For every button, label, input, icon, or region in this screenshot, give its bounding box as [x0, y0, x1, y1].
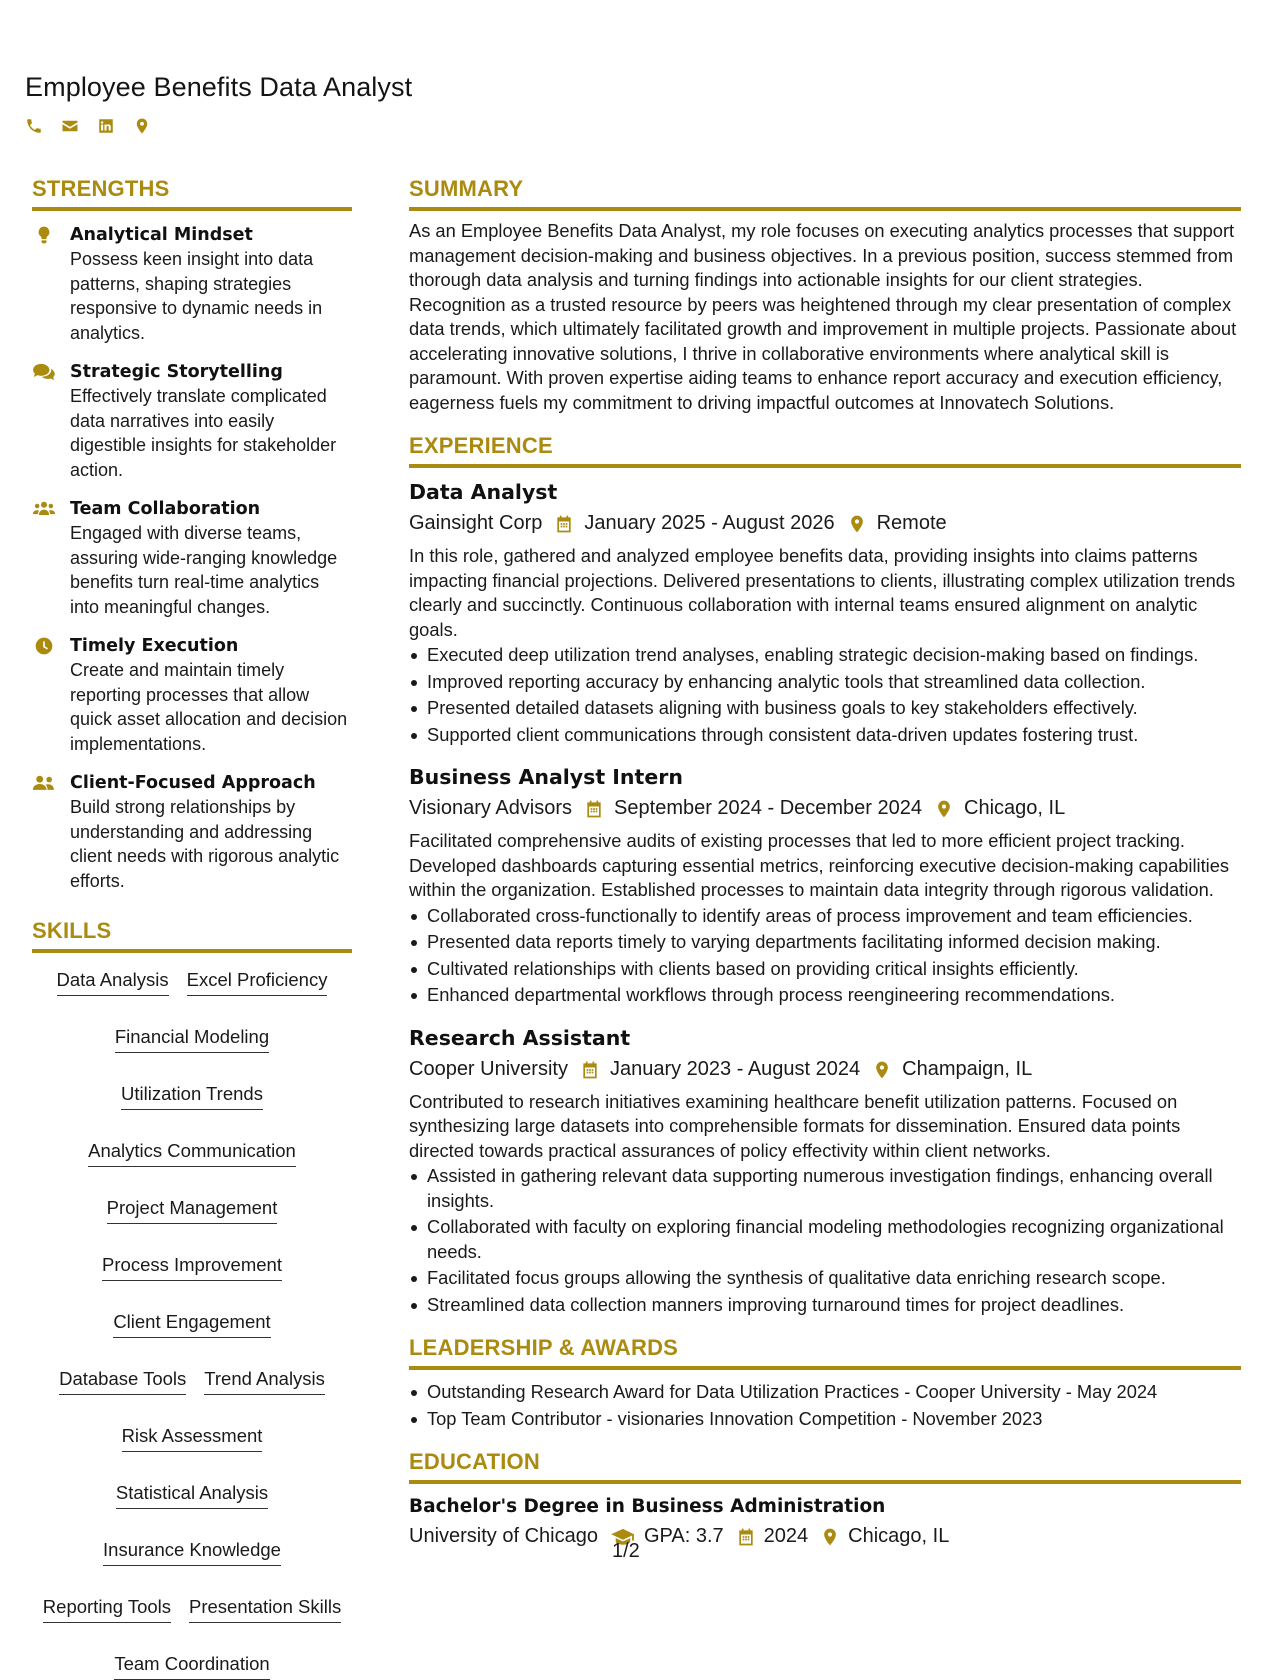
job-bullets: [409, 643, 1241, 747]
linkedin-icon[interactable]: [97, 117, 115, 135]
strength-desc: Create and maintain timely reporting processes that allow quick asset allocation and decision implementations.: [70, 660, 348, 754]
list-item: Collaborated cross-functionally to identify areas of process improvement and team efficiencies.: [409, 904, 1241, 929]
map-pin-icon: [847, 513, 867, 533]
job-description: In this role, gathered and analyzed employee benefits data, providing insights into claims patterns impacting financial projections. Delivered presentations to clients, illustrating complex utilization trends clearly and succinctly. Continuous collaboration with internal teams ensured alignment on analytic goals.: [409, 545, 1236, 640]
skill-tag: Statistical Analysis: [116, 1480, 268, 1509]
list-item: Assisted in gathering relevant data supporting numerous investigation findings, enhancing overall insights.: [409, 1164, 1241, 1213]
job-location: Chicago, IL: [964, 797, 1066, 819]
job-entry: [409, 763, 1241, 1008]
strength-desc: Effectively translate complicated data narratives into easily digestible insights for stakeholder action.: [70, 386, 337, 480]
strength-item: [32, 360, 352, 482]
strengths-list: [32, 223, 352, 893]
experience-heading: EXPERIENCE: [409, 433, 1241, 468]
map-pin-icon[interactable]: [133, 117, 151, 135]
job-location: Champaign, IL: [902, 1057, 1033, 1080]
job-meta: [409, 793, 1241, 823]
skill-tag: Process Improvement: [102, 1252, 282, 1281]
company-name: Visionary Advisors: [409, 797, 573, 819]
skill-tag: Data Analysis: [57, 967, 169, 996]
envelope-icon[interactable]: [61, 117, 79, 135]
company-name: Cooper University: [409, 1057, 568, 1080]
comments-icon: [32, 362, 56, 382]
skill-tag: Insurance Knowledge: [103, 1537, 281, 1566]
calendar-icon: [580, 1059, 600, 1079]
job-description: Contributed to research initiatives examining healthcare benefit utilization patterns. Focused on synthesizing large datasets into comprehensible formats for dissemination. Ensured data points directed towards practical assurances of policy effectivity within client networks.: [409, 1090, 1181, 1161]
skill-tag: Analytics Communication: [88, 1138, 296, 1167]
skill-tag: Team Coordination: [114, 1651, 269, 1680]
list-item: Top Team Contributor - visionaries Innovation Competition - November 2023: [409, 1407, 1241, 1432]
school-name: University of Chicago: [409, 1525, 598, 1547]
list-item: Outstanding Research Award for Data Utilization Practices - Cooper University - May 2024: [409, 1380, 1241, 1405]
skill-tag: Utilization Trends: [121, 1081, 263, 1110]
list-item: Enhanced departmental workflows through process reengineering recommendations.: [409, 983, 1241, 1008]
strength-item: [32, 497, 352, 619]
strength-item: [32, 634, 352, 756]
job-bullets: [409, 1164, 1241, 1317]
strength-title: Analytical Mindset: [70, 225, 253, 245]
strength-item: [32, 771, 352, 893]
list-item: Cultivated relationships with clients based on providing critical insights efficiently.: [409, 957, 1241, 982]
clock-icon: [32, 636, 56, 656]
skills-section: [32, 918, 352, 1680]
degree-title: Bachelor's Degree in Business Administration: [409, 1496, 886, 1517]
skill-tag: Financial Modeling: [115, 1024, 269, 1053]
job-description: Facilitated comprehensive audits of existing processes that led to more efficient project tracking. Developed dashboards capturing essential metrics, reinforcing executive decision-making capabilities within the organization. Established processes to maintain data integrity through rigorous validation.: [409, 830, 1230, 900]
job-entry: [409, 478, 1241, 747]
skill-tag: Trend Analysis: [204, 1366, 325, 1395]
strength-item: [32, 223, 352, 345]
skill-tag: Reporting Tools: [43, 1594, 171, 1623]
list-item: Collaborated with faculty on exploring financial modeling methodologies recognizing organizational needs.: [409, 1215, 1241, 1264]
strengths-heading: STRENGTHS: [32, 176, 352, 211]
summary-heading: SUMMARY: [409, 176, 1241, 211]
user-group-icon: [32, 773, 56, 793]
calendar-icon: [554, 513, 574, 533]
strength-title: Strategic Storytelling: [70, 362, 283, 382]
awards-list: [409, 1380, 1241, 1431]
gpa: GPA: 3.7: [643, 1525, 724, 1547]
skills-list: [32, 967, 352, 1680]
lightbulb-icon: [32, 225, 56, 245]
map-pin-icon: [934, 798, 954, 818]
company-name: Gainsight Corp: [409, 512, 543, 534]
list-item: Presented detailed datasets aligning with business goals to key stakeholders effectively.: [409, 696, 1241, 721]
list-item: Supported client communications through consistent data-driven updates fostering trust.: [409, 723, 1241, 748]
education-heading: EDUCATION: [409, 1449, 1241, 1484]
map-pin-icon: [820, 1526, 840, 1546]
phone-icon[interactable]: [25, 117, 43, 135]
education-section: [409, 1449, 1241, 1551]
skill-tag: Excel Proficiency: [187, 967, 328, 996]
awards-heading: LEADERSHIP & AWARDS: [409, 1335, 1241, 1370]
job-meta: [409, 1054, 1241, 1084]
list-item: Improved reporting accuracy by enhancing analytic tools that streamlined data collection.: [409, 670, 1241, 695]
awards-section: [409, 1335, 1241, 1431]
strength-desc: Engaged with diverse teams, assuring wide-ranging knowledge benefits turn real-time analytics into meaningful changes.: [70, 523, 338, 617]
users-icon: [32, 499, 56, 519]
list-item: Executed deep utilization trend analyses, enabling strategic decision-making based on findings.: [409, 643, 1241, 668]
list-item: Facilitated focus groups allowing the synthesis of qualitative data enriching research scope.: [409, 1266, 1241, 1291]
right-column: [409, 176, 1241, 1551]
job-meta: [409, 508, 1241, 538]
job-dates: January 2023 - August 2024: [609, 1057, 861, 1080]
contact-icons: [25, 117, 412, 135]
strength-desc: Possess keen insight into data patterns, shaping strategies responsive to dynamic needs in analytics.: [70, 249, 323, 343]
education-location: Chicago, IL: [848, 1525, 950, 1547]
list-item: Presented data reports timely to varying departments facilitating informed decision making.: [409, 930, 1241, 955]
job-title: Research Assistant: [409, 1025, 631, 1050]
skill-tag: Client Engagement: [113, 1309, 270, 1338]
strength-title: Team Collaboration: [70, 499, 261, 519]
job-bullets: [409, 904, 1241, 1008]
strength-desc: Build strong relationships by understanding and addressing client needs with rigorous analytic efforts.: [70, 797, 340, 891]
experience-section: [409, 433, 1241, 1317]
calendar-icon: [584, 798, 604, 818]
job-title: Data Analyst: [409, 480, 558, 504]
summary-section: [409, 176, 1241, 415]
job-title: Business Analyst Intern: [409, 765, 683, 789]
skill-tag: Risk Assessment: [122, 1423, 263, 1452]
candidate-name: Employee Benefits Data Analyst: [25, 72, 413, 102]
list-item: Streamlined data collection manners improving turnaround times for project deadlines.: [409, 1293, 1241, 1318]
left-column: [32, 176, 352, 1680]
skill-tag: Presentation Skills: [189, 1594, 341, 1623]
job-location: Remote: [876, 512, 947, 534]
map-pin-icon: [872, 1059, 892, 1079]
strength-title: Timely Execution: [70, 636, 239, 656]
page-number: 1/2: [612, 1540, 640, 1562]
summary-text: As an Employee Benefits Data Analyst, my role focuses on executing analytics processes that support management decision-making and business objectives. In a previous position, success stemmed from thorough data analysis and turning findings into actionable insights for our client strategies. Recognition as a trusted resource by peers was heightened through my clear presentation of complex data trends, which ultimately facilitated growth and improvement in multiple projects. Passionate about accelerating innovative solutions, I thrive in collaborative environments where analytical skill is paramount. With proven expertise aiding teams to enhance report accuracy and execution efficiency, eagerness fuels my commitment to driving impactful outcomes at Innovatech Solutions.: [409, 220, 1237, 413]
resume-header: [25, 72, 412, 135]
job-dates: January 2025 - August 2026: [584, 512, 835, 534]
job-dates: September 2024 - December 2024: [614, 797, 923, 819]
graduation-year: 2024: [763, 1525, 809, 1547]
strength-title: Client-Focused Approach: [70, 773, 316, 793]
skill-tag: Project Management: [107, 1195, 278, 1224]
job-entry: [409, 1024, 1241, 1318]
skills-heading: SKILLS: [32, 918, 352, 953]
calendar-icon: [736, 1526, 756, 1546]
skill-tag: Database Tools: [59, 1366, 186, 1395]
education-meta: [409, 1521, 1241, 1551]
